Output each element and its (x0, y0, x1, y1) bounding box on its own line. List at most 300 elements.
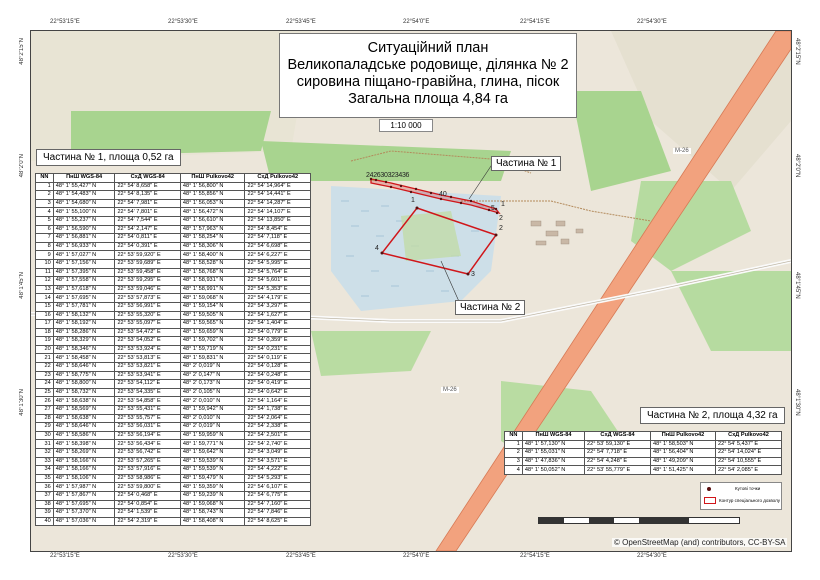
table-cell: 48° 1' 59,659" N (180, 328, 245, 337)
table-cell: 22° 54' 7,544" E (115, 216, 180, 225)
table-cell: 22° 53' 58,986" E (115, 474, 180, 483)
table-cell: 48° 1' 58,800" N (53, 380, 115, 389)
table-cell: 6 (36, 225, 54, 234)
table-cell: 48° 1' 57,695" N (53, 294, 115, 303)
table-cell: 48° 1' 58,638" N (53, 397, 115, 406)
table-cell: 48° 1' 58,106" N (53, 474, 115, 483)
coord-bottom: 22°54'15"E (520, 553, 550, 559)
table-cell: 32 (36, 449, 54, 458)
table-cell: 33 (36, 457, 54, 466)
table-row (36, 234, 311, 243)
table-row (36, 199, 311, 208)
table-cell: 22° 54' 1,539" E (115, 509, 180, 518)
table-cell: 22° 53' 59,689" E (115, 259, 180, 268)
road-label-m26: M-26 (675, 148, 689, 154)
table-cell: 48° 1' 58,732" N (53, 388, 115, 397)
table-cell: 48° 1' 55,237" N (53, 216, 115, 225)
table-cell: 22° 53' 55,097" E (115, 320, 180, 329)
table-row (36, 500, 311, 509)
table-cell: 48° 1' 54,680" N (53, 199, 115, 208)
table-cell: 48° 1' 58,458" N (53, 354, 115, 363)
table-cell: 48° 1' 57,781" N (53, 302, 115, 311)
table-cell: 1 (505, 440, 523, 449)
table-cell: 22° 53' 56,742" E (115, 449, 180, 458)
table-cell: 26 (36, 397, 54, 406)
table-cell: 14 (36, 294, 54, 303)
coord-bottom: 22°53'15"E (50, 553, 80, 559)
table-cell: 22° 54' 7,160" E (245, 500, 311, 509)
table-cell: 48° 1' 58,646" N (53, 423, 115, 432)
table-header-cell: ПнШ WGS-84 (53, 174, 115, 183)
table-cell: 48° 2' 0,010" N (180, 414, 245, 423)
table-cell: 48° 1' 59,154" N (180, 302, 245, 311)
point-label: 2 (499, 225, 503, 232)
table-row (36, 406, 311, 415)
map-credit: © OpenStreetMap (and) contributors, CC-BY-SA (614, 538, 786, 547)
table-cell: 22° 53' 53,924" E (115, 345, 180, 354)
table-cell: 37 (36, 491, 54, 500)
table-cell: 48° 1' 58,768" N (180, 268, 245, 277)
table-cell: 48° 1' 58,569" N (53, 406, 115, 415)
table-cell: 22° 54' 1,404" E (245, 320, 311, 329)
coord-bottom: 22°53'30"E (168, 553, 198, 559)
table-header-cell: СхД WGS-84 (115, 174, 180, 183)
table-cell: 48° 1' 59,831" N (180, 354, 245, 363)
coord-bottom: 22°54'0"E (403, 553, 430, 559)
table-cell: 22° 54' 2,501" E (245, 431, 311, 440)
table-cell: 2 (36, 191, 54, 200)
coord-bottom: 22°53'45"E (286, 553, 316, 559)
table-cell: 22° 54' 0,248" E (245, 371, 311, 380)
table-cell: 22° 53' 55,431" E (115, 406, 180, 415)
table-cell: 48° 1' 58,991" N (180, 285, 245, 294)
table-cell: 22° 54' 0,468" E (115, 491, 180, 500)
table-row (36, 208, 311, 217)
table-cell: 22° 54' 5,995" E (245, 259, 311, 268)
table-cell: 48° 1' 54,483" N (53, 191, 115, 200)
table-cell: 48° 1' 56,472" N (180, 208, 245, 217)
table-cell: 5 (36, 216, 54, 225)
table-cell: 48° 1' 56,590" N (53, 225, 115, 234)
table-row (36, 509, 311, 518)
table2-title: Частина № 2, площа 4,32 га (640, 407, 785, 424)
table-cell: 22° 54' 4,248" E (585, 457, 651, 466)
table-cell: 22° 54' 14,441" E (245, 191, 311, 200)
table-row (36, 517, 311, 526)
table-cell: 22° 54' 1,627" E (245, 311, 311, 320)
point-label: 30 (380, 172, 388, 179)
table-row (36, 371, 311, 380)
coord-top: 22°53'15"E (50, 19, 80, 25)
table-cell: 25 (36, 388, 54, 397)
table-cell: 22° 54' 5,764" E (245, 268, 311, 277)
table-cell: 48° 1' 57,027" N (53, 251, 115, 260)
table-cell: 48° 2' 0,019" N (180, 363, 245, 372)
table-cell: 48° 1' 59,539" N (180, 457, 245, 466)
table-row (36, 251, 311, 260)
coord-left: 48°2'15"N (19, 38, 25, 65)
table-cell: 3 (505, 457, 523, 466)
table-cell: 48° 1' 59,642" N (180, 449, 245, 458)
table-cell: 22° 53' 53,941" E (115, 371, 180, 380)
table-cell: 22° 54' 1,738" E (245, 406, 311, 415)
coord-top: 22°54'0"E (403, 19, 430, 25)
table-row (36, 440, 311, 449)
table-header-cell: СхД WGS-84 (585, 432, 651, 441)
table-header-cell: ПнШ Pulkovo42 (650, 432, 715, 441)
point-label: 34 (394, 172, 402, 179)
table-cell: 22° 53' 53,813" E (115, 354, 180, 363)
point-label: 2 (499, 215, 503, 222)
table-cell: 22° 54' 2,085" E (716, 466, 782, 475)
table-cell: 12 (36, 277, 54, 286)
table-cell: 22° 53' 54,472" E (115, 328, 180, 337)
table-cell: 15 (36, 302, 54, 311)
table-cell: 28 (36, 414, 54, 423)
table-row (36, 380, 311, 389)
table-cell: 48° 1' 59,942" N (180, 406, 245, 415)
table-cell: 22° 54' 8,135" E (115, 191, 180, 200)
point-label: 24 (366, 172, 374, 179)
table-cell: 22° 54' 5,601" E (245, 277, 311, 286)
table-cell: 22° 54' 7,981" E (115, 199, 180, 208)
table-cell: 48° 1' 58,286" N (53, 328, 115, 337)
table-cell: 48° 1' 56,404" N (650, 449, 715, 458)
table-row (36, 483, 311, 492)
coord-right: 48°1'30"N (794, 389, 800, 416)
table-cell: 27 (36, 406, 54, 415)
table-cell: 22° 54' 10,555" E (716, 457, 782, 466)
point-label: 26 (373, 172, 381, 179)
table-row (36, 216, 311, 225)
table-cell: 22° 53' 57,265" E (115, 457, 180, 466)
table-cell: 48° 1' 55,100" N (53, 208, 115, 217)
table-cell: 48° 1' 59,565" N (180, 320, 245, 329)
table-row (36, 242, 311, 251)
title-line: Ситуаційний план (367, 40, 489, 56)
coord-top: 22°53'30"E (168, 19, 198, 25)
table-cell: 22° 53' 59,295" E (115, 277, 180, 286)
table-cell: 22° 54' 7,118" E (245, 234, 311, 243)
table-header-cell: NN (36, 174, 54, 183)
map-title (279, 33, 577, 118)
table-cell: 48° 1' 59,505" N (180, 311, 245, 320)
table-cell: 24 (36, 380, 54, 389)
table-cell: 48° 1' 58,329" N (53, 337, 115, 346)
table-cell: 3 (36, 199, 54, 208)
field (401, 211, 461, 261)
coord-right: 48°2'0"N (794, 154, 800, 178)
table-cell: 22° 54' 6,107" E (245, 483, 311, 492)
table-cell: 22° 54' 14,964" E (245, 182, 311, 191)
table-cell: 22° 53' 55,757" E (115, 414, 180, 423)
table-row (36, 388, 311, 397)
table-cell: 7 (36, 234, 54, 243)
part2-label: Частина № 2 (455, 300, 525, 315)
table-cell: 10 (36, 259, 54, 268)
table-cell: 11 (36, 268, 54, 277)
table-cell: 22° 54' 2,338" E (245, 423, 311, 432)
table-cell: 48° 1' 57,695" N (53, 500, 115, 509)
table-cell: 22° 53' 59,458" E (115, 268, 180, 277)
point-label: 1 (501, 201, 505, 208)
table-cell: 22° 53' 54,112" E (115, 380, 180, 389)
table-cell: 48° 1' 49,209" N (650, 457, 715, 466)
table-cell: 4 (505, 466, 523, 475)
table-cell: 9 (36, 251, 54, 260)
table-row (36, 294, 311, 303)
table-cell: 48° 1' 58,398" N (53, 440, 115, 449)
table-cell: 48° 1' 59,479" N (180, 474, 245, 483)
table-cell: 48° 1' 57,036" N (53, 517, 115, 526)
table-cell: 48° 1' 50,052" N (522, 466, 584, 475)
table-cell: 48° 1' 57,987" N (53, 483, 115, 492)
table-cell: 8 (36, 242, 54, 251)
title-line: сировина піщано-гравійна, глина, пісок (296, 74, 560, 90)
table-cell: 48° 1' 58,132" N (53, 311, 115, 320)
table-cell: 38 (36, 500, 54, 509)
title-line: Великопаладське родовище, ділянка № 2 (287, 57, 569, 73)
table-cell: 48° 1' 58,503" N (650, 440, 715, 449)
table-row (36, 457, 311, 466)
table-cell: 1 (36, 182, 54, 191)
table-cell: 48° 1' 59,068" N (180, 294, 245, 303)
table-cell: 48° 1' 59,539" N (180, 466, 245, 475)
table-cell: 48° 1' 59,702" N (180, 337, 245, 346)
table-cell: 22° 54' 7,718" E (585, 449, 651, 458)
table-cell: 17 (36, 320, 54, 329)
table-row (36, 259, 311, 268)
table-cell: 40 (36, 517, 54, 526)
coord-left: 48°2'0"N (19, 154, 25, 178)
table-header-cell: СхД Pulkovo42 (716, 432, 782, 441)
table-cell: 22° 54' 0,811" E (115, 234, 180, 243)
table-cell: 22° 54' 0,779" E (245, 328, 311, 337)
table-cell: 48° 1' 57,963" N (180, 225, 245, 234)
table-row (36, 311, 311, 320)
table-cell: 22 (36, 363, 54, 372)
table-cell: 48° 1' 59,959" N (180, 431, 245, 440)
table-cell: 22° 54' 8,625" E (245, 517, 311, 526)
scale-bar (538, 517, 740, 524)
table-cell: 48° 1' 58,166" N (53, 466, 115, 475)
table-cell: 48° 1' 55,031" N (522, 449, 584, 458)
table-cell: 22° 53' 59,800" E (115, 483, 180, 492)
table-row (36, 466, 311, 475)
table-cell: 31 (36, 440, 54, 449)
table-cell: 22° 54' 4,222" E (245, 466, 311, 475)
table-cell: 22° 54' 14,024" E (716, 449, 782, 458)
table-cell: 48° 1' 57,867" N (53, 491, 115, 500)
table-cell: 36 (36, 483, 54, 492)
map-legend (700, 482, 782, 510)
table-cell: 48° 1' 57,156" N (53, 259, 115, 268)
table-cell: 22° 54' 5,293" E (245, 474, 311, 483)
table-cell: 30 (36, 431, 54, 440)
point-label: 40 (439, 191, 447, 198)
table-cell: 48° 1' 58,408" N (180, 517, 245, 526)
table-cell: 22° 54' 2,064" E (245, 414, 311, 423)
table-row (36, 191, 311, 200)
table-cell: 48° 2' 0,105" N (180, 388, 245, 397)
table-row (36, 302, 311, 311)
table-cell: 48° 1' 56,881" N (53, 234, 115, 243)
table-row (36, 285, 311, 294)
table-cell: 21 (36, 354, 54, 363)
point-label: 32 (387, 172, 395, 179)
table-cell: 48° 1' 47,836" N (522, 457, 584, 466)
table-cell: 48° 1' 51,425" N (650, 466, 715, 475)
table-cell: 48° 1' 57,618" N (53, 285, 115, 294)
road-label-m26: M-26 (443, 387, 457, 393)
table-cell: 48° 1' 56,933" N (53, 242, 115, 251)
table-cell: 22° 54' 2,740" E (245, 440, 311, 449)
table-cell: 48° 1' 58,254" N (180, 234, 245, 243)
table-cell: 22° 54' 4,179" E (245, 294, 311, 303)
table-cell: 22° 54' 0,642" E (245, 388, 311, 397)
table-cell: 22° 53' 53,821" E (115, 363, 180, 372)
table-row (505, 449, 782, 458)
table-cell: 22° 54' 7,846" E (245, 509, 311, 518)
table-header-cell: NN (505, 432, 523, 441)
coord-top: 22°54'30"E (637, 19, 667, 25)
table-cell: 22° 53' 54,052" E (115, 337, 180, 346)
table-cell: 48° 1' 57,370" N (53, 509, 115, 518)
part1-point-labels (366, 172, 409, 179)
table-header-cell: ПнШ Pulkovo42 (180, 174, 245, 183)
table-cell: 22° 53' 56,194" E (115, 431, 180, 440)
table-cell: 22° 53' 57,916" E (115, 466, 180, 475)
coord-left: 48°1'30"N (19, 389, 25, 416)
table-cell: 22° 54' 0,119" E (245, 354, 311, 363)
table-row (36, 328, 311, 337)
table-cell: 48° 1' 57,130" N (522, 440, 584, 449)
table-cell: 22° 54' 0,359" E (245, 337, 311, 346)
coordinates-table-part2 (504, 431, 782, 475)
coordinates-table-part1 (35, 173, 311, 526)
table-cell: 48° 2' 0,019" N (180, 423, 245, 432)
table-cell: 18 (36, 328, 54, 337)
table-row (36, 345, 311, 354)
table-cell: 22° 54' 3,571" E (245, 457, 311, 466)
table-row (36, 182, 311, 191)
point-label: 4 (375, 245, 379, 252)
coord-left: 48°1'45"N (19, 272, 25, 299)
table-cell: 22° 53' 55,779" E (585, 466, 651, 475)
table-row (36, 354, 311, 363)
table-row (36, 225, 311, 234)
table-cell: 48° 1' 58,192" N (53, 320, 115, 329)
table-cell: 22° 54' 8,658" E (115, 182, 180, 191)
table-cell: 48° 1' 56,053" N (180, 199, 245, 208)
table-cell: 22° 54' 0,419" E (245, 380, 311, 389)
coord-right: 48°2'15"N (794, 38, 800, 65)
table-header-cell: ПнШ WGS-84 (522, 432, 584, 441)
table-cell: 48° 1' 59,239" N (180, 491, 245, 500)
table-cell: 22° 54' 0,128" E (245, 363, 311, 372)
point-label: 36 (401, 172, 410, 179)
table-cell: 48° 1' 59,359" N (180, 483, 245, 492)
table-cell: 22° 53' 59,046" E (115, 285, 180, 294)
table-row (505, 457, 782, 466)
table-cell: 48° 1' 58,400" N (180, 251, 245, 260)
table-cell: 48° 1' 58,346" N (53, 345, 115, 354)
table-cell: 19 (36, 337, 54, 346)
table-cell: 48° 2' 0,147" N (180, 371, 245, 380)
scale-label: 1:10 000 (379, 119, 433, 132)
table-cell: 22° 54' 6,698" E (245, 242, 311, 251)
table-cell: 22° 54' 5,353" E (245, 285, 311, 294)
coord-top: 22°54'15"E (520, 19, 550, 25)
table-cell: 48° 1' 57,395" N (53, 268, 115, 277)
table-row (36, 337, 311, 346)
table-cell: 48° 1' 55,856" N (180, 191, 245, 200)
table-cell: 48° 1' 58,269" N (53, 449, 115, 458)
table-cell: 22° 54' 0,231" E (245, 345, 311, 354)
table-cell: 22° 54' 2,319" E (115, 517, 180, 526)
table-cell: 20 (36, 345, 54, 354)
point-label: 5 (491, 205, 495, 212)
title-line: Загальна площа 4,84 га (348, 91, 508, 107)
table-cell: 22° 54' 2,147" E (115, 225, 180, 234)
table-cell: 22° 54' 3,297" E (245, 302, 311, 311)
table-cell: 48° 1' 58,166" N (53, 457, 115, 466)
table-row (36, 268, 311, 277)
table-cell: 48° 1' 55,427" N (53, 182, 115, 191)
table-row (36, 320, 311, 329)
table-cell: 22° 54' 14,287" E (245, 199, 311, 208)
point-label: 1 (411, 197, 415, 204)
table-cell: 22° 53' 56,434" E (115, 440, 180, 449)
table-cell: 48° 1' 58,586" N (53, 431, 115, 440)
table-row (36, 431, 311, 440)
table-cell: 13 (36, 285, 54, 294)
point-marker-icon (707, 487, 711, 491)
table-cell: 48° 1' 59,719" N (180, 345, 245, 354)
table-cell: 22° 53' 59,130" E (585, 440, 651, 449)
table1-title: Частина № 1, площа 0,52 га (36, 149, 181, 166)
table-cell: 48° 1' 58,931" N (180, 277, 245, 286)
part1-label: Частина № 1 (491, 156, 561, 171)
table-cell: 23 (36, 371, 54, 380)
point-label: 3 (471, 271, 475, 278)
table-cell: 22° 54' 8,454" E (245, 225, 311, 234)
table-row (36, 423, 311, 432)
table-cell: 48° 1' 58,638" N (53, 414, 115, 423)
table-cell: 48° 1' 59,771" N (180, 440, 245, 449)
table-cell: 22° 54' 14,107" E (245, 208, 311, 217)
coord-right: 48°1'45"N (794, 272, 800, 299)
table-cell: 22° 53' 59,920" E (115, 251, 180, 260)
table-cell: 48° 1' 58,775" N (53, 371, 115, 380)
coord-bottom: 22°54'30"E (637, 553, 667, 559)
table-cell: 48° 1' 58,306" N (180, 242, 245, 251)
table-cell: 48° 2' 0,010" N (180, 397, 245, 406)
table-cell: 48° 1' 56,800" N (180, 182, 245, 191)
table-cell: 22° 53' 54,335" E (115, 388, 180, 397)
table-cell: 22° 54' 13,850" E (245, 216, 311, 225)
table-cell: 22° 53' 56,031" E (115, 423, 180, 432)
table-cell: 22° 54' 0,854" E (115, 500, 180, 509)
table-cell: 34 (36, 466, 54, 475)
table-cell: 35 (36, 474, 54, 483)
table-cell: 48° 2' 0,173" N (180, 380, 245, 389)
table-cell: 2 (505, 449, 523, 458)
table-row (36, 277, 311, 286)
table-cell: 22° 54' 6,775" E (245, 491, 311, 500)
table-header-cell: СхД Pulkovo42 (245, 174, 311, 183)
table-cell: 39 (36, 509, 54, 518)
